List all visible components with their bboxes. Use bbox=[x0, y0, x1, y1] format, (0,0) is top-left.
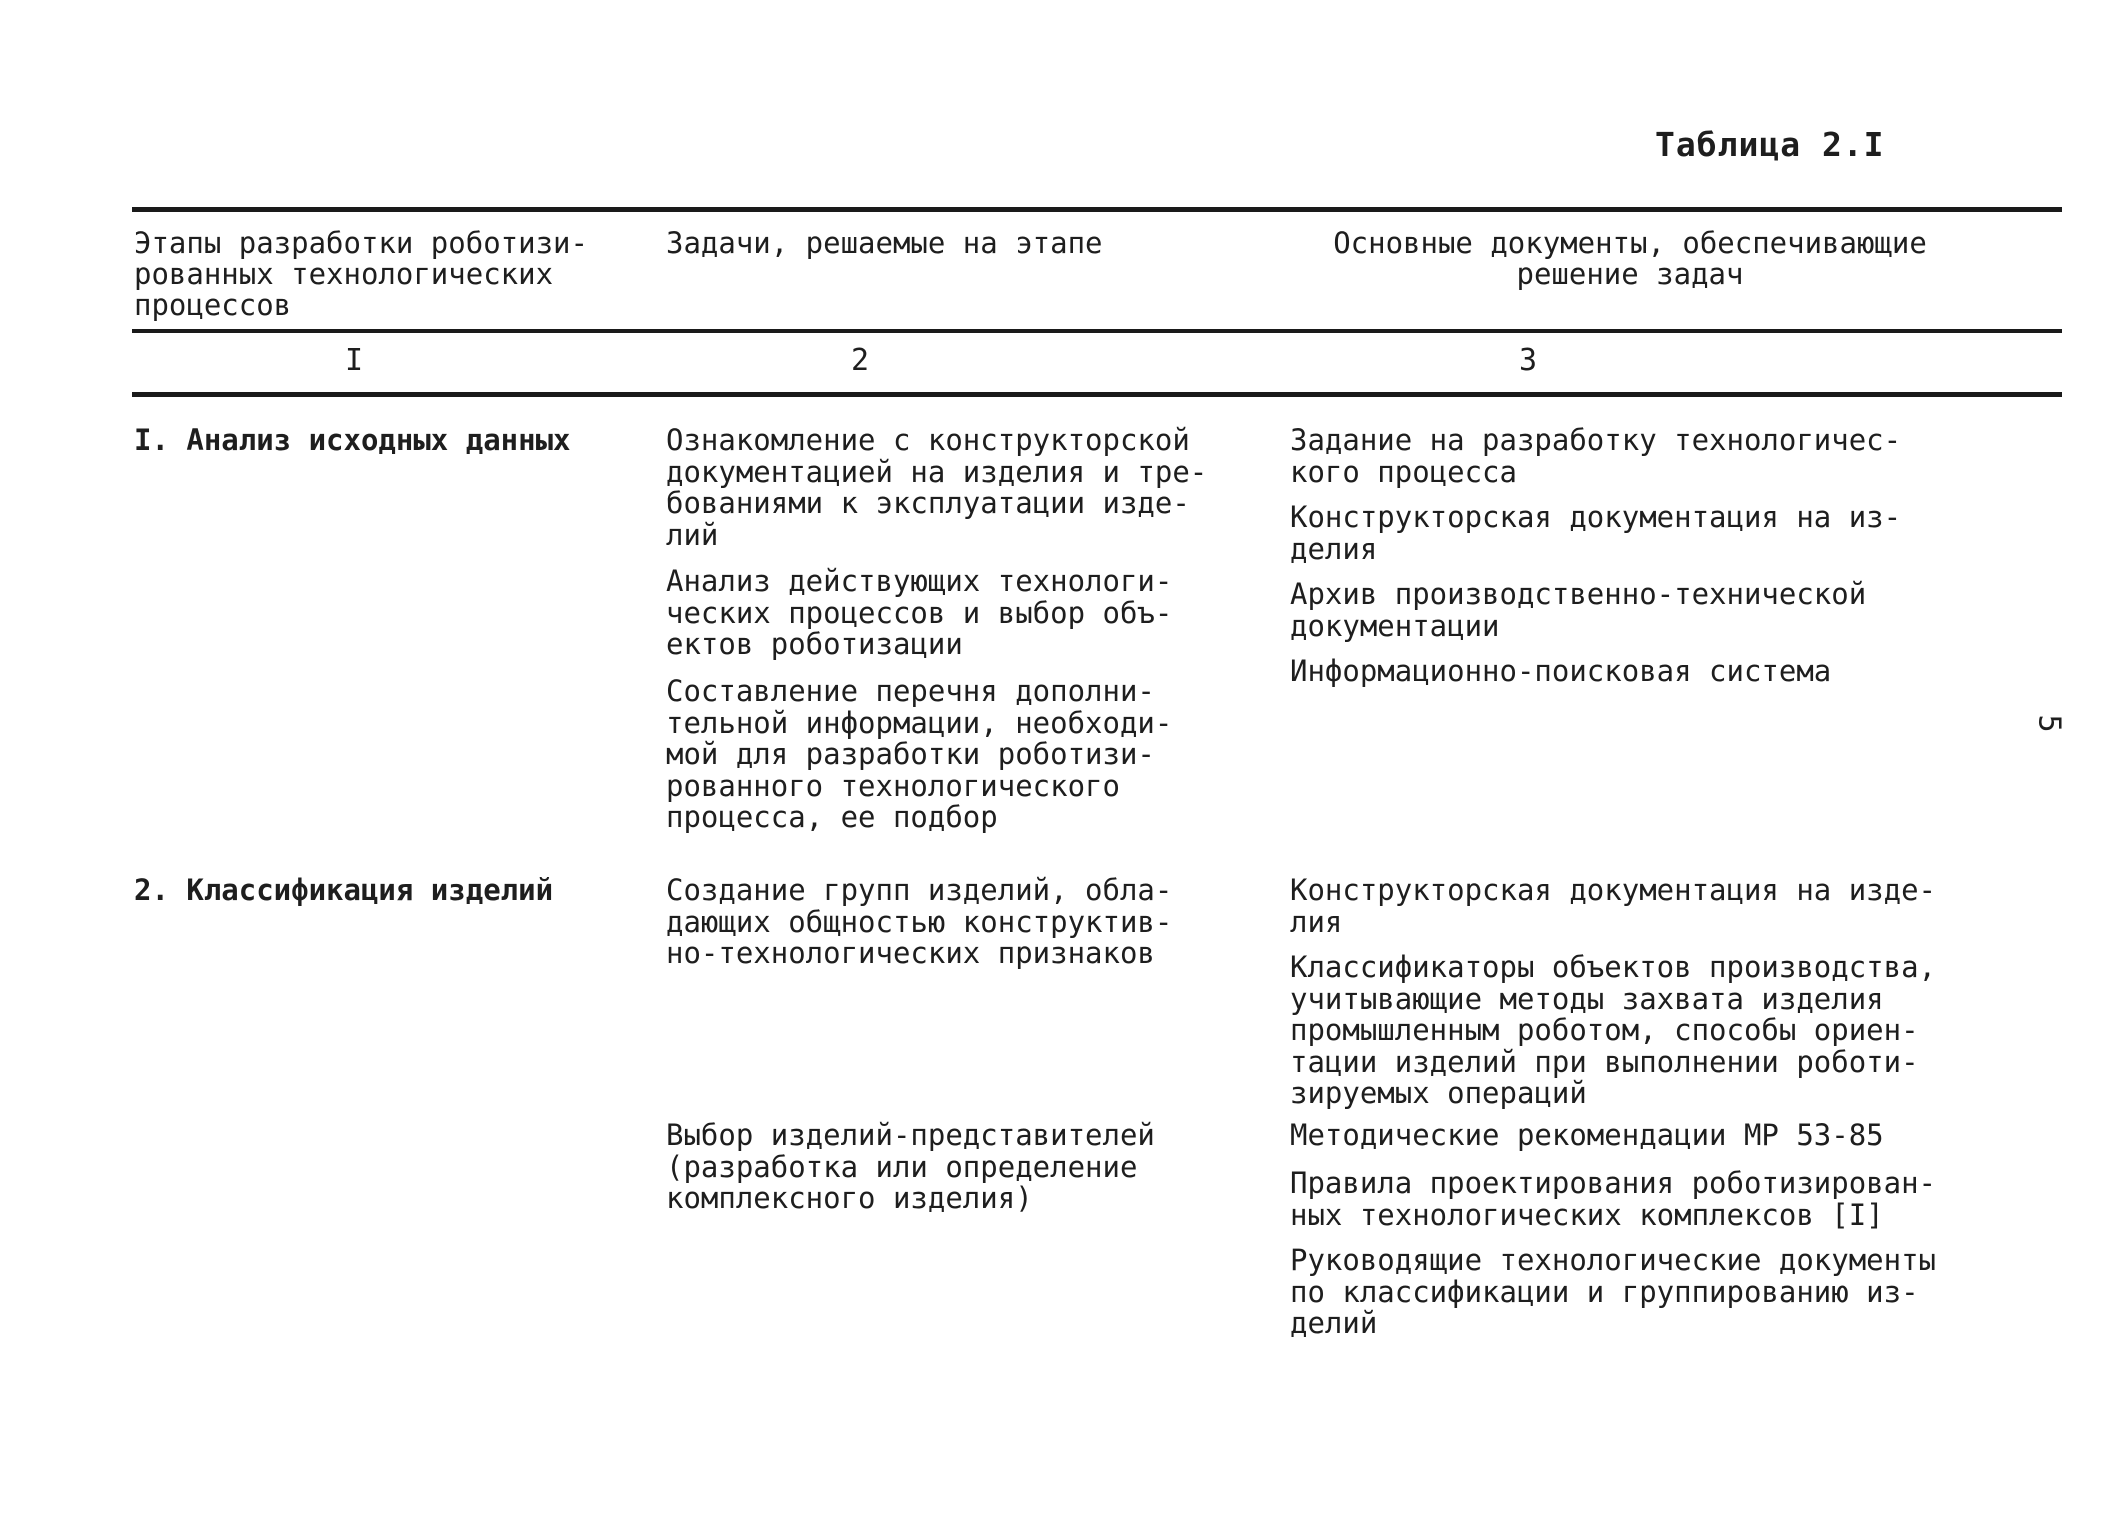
row-2-document-3: Методические рекомендации МР 53-85 bbox=[1290, 1118, 1884, 1152]
column-header-stages: Этапы разработки роботизи- рованных технологических процессов bbox=[134, 226, 588, 322]
row-1-document-2: Конструкторская документация на из- делия bbox=[1290, 500, 1902, 566]
row-2-stage: 2. Классификация изделий bbox=[134, 873, 554, 907]
row-2-document-2: Классификаторы объектов производства, учитывающие методы захвата изделия промышленным роботом, способы ориен- тации изделий при выполнении роботи- зируемых операций bbox=[1290, 950, 1937, 1110]
column-header-documents: Основные документы, обеспечивающие решение задач bbox=[1333, 226, 1927, 291]
row-2-document-4: Правила проектирования роботизирован- ных технологических комплексов [I] bbox=[1290, 1166, 1937, 1232]
row-2-document-1: Конструкторская документация на изде- лия bbox=[1290, 873, 1937, 939]
row-1-document-4: Информационно-поисковая система bbox=[1290, 654, 1832, 688]
row-2-task-1: Создание групп изделий, обла- дающих общностью конструктив- но-технологических признаков bbox=[666, 873, 1173, 970]
column-header-tasks: Задачи, решаемые на этапе bbox=[666, 226, 1103, 260]
row-2-task-2: Выбор изделий-представителей (разработка или определение комплексного изделия) bbox=[666, 1118, 1155, 1215]
numbers-rule bbox=[132, 392, 2062, 397]
table-caption: Таблица 2.I bbox=[1655, 125, 1885, 164]
header-rule bbox=[132, 329, 2062, 333]
row-1-document-1: Задание на разработку технологичес- кого процесса bbox=[1290, 423, 1902, 489]
row-1-task-3: Составление перечня дополни- тельной информации, необходи- мой для разработки роботизи- рованного технологического процесса, ее подбор bbox=[666, 674, 1173, 834]
table-top-rule bbox=[132, 207, 2062, 212]
row-1-task-2: Анализ действующих технологи- ческих процессов и выбор объ- ектов роботизации bbox=[666, 564, 1173, 661]
column-number-1: I bbox=[344, 343, 364, 378]
column-number-3: 3 bbox=[1518, 343, 1538, 378]
row-2-document-5: Руководящие технологические документы по классификации и группированию из- делий bbox=[1290, 1243, 1937, 1340]
row-1-stage: I. Анализ исходных данных bbox=[134, 423, 571, 457]
column-number-2: 2 bbox=[850, 343, 870, 378]
row-1-task-1: Ознакомление с конструкторской документацией на изделия и тре- бованиями к эксплуатации изде- лий bbox=[666, 423, 1208, 552]
page-number-mark: 5 bbox=[2031, 714, 2067, 733]
row-1-document-3: Архив производственно-технической документации bbox=[1290, 577, 1867, 643]
